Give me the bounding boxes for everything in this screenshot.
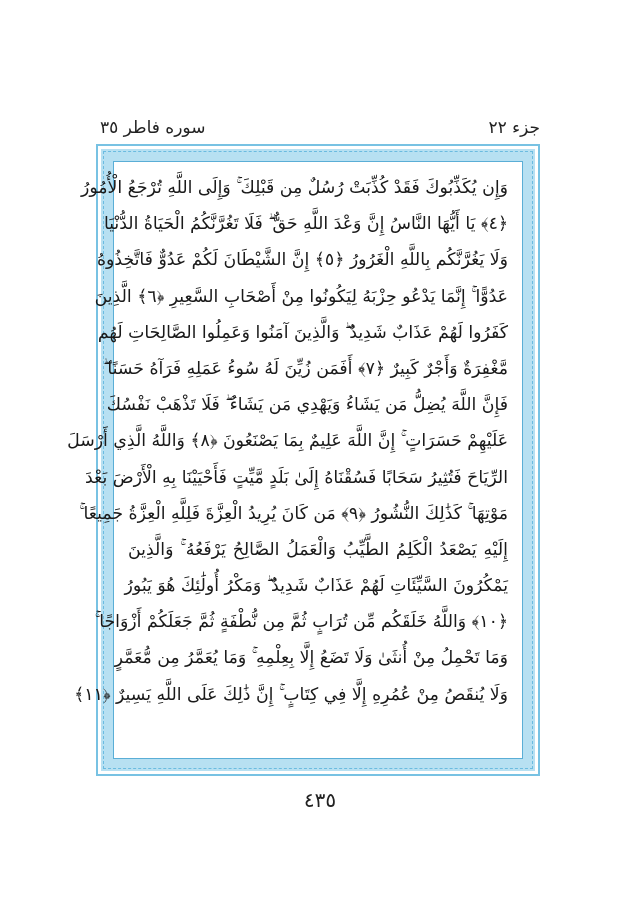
- verse-line: وَلَا يَغُرَّنَّكُم بِاللَّهِ الْغَرُورُ ﴿٥﴾ إِنَّ الشَّيْطَانَ لَكُمْ عَدُوٌّ فَاتَّخِذُوهُ: [96, 250, 508, 271]
- verse-line: الرِّيَاحَ فَتُثِيرُ سَحَابًا فَسُقْنَاهُ إِلَىٰ بَلَدٍ مَّيِّتٍ فَأَحْيَيْنَا بِهِ الْأَرْضَ بَعْدَ: [85, 467, 508, 488]
- quran-text-block: [67, 170, 508, 752]
- juz-label: جزء ٢٢: [488, 118, 540, 138]
- surah-label: سوره فاطر ٣٥: [100, 118, 206, 138]
- verse-line: وَإِن يُكَذِّبُوكَ فَقَدْ كُذِّبَتْ رُسُلٌ مِن قَبْلِكَ ۚ وَإِلَى اللَّهِ تُرْجَعُ الْأُمُورُ: [80, 178, 508, 198]
- page-frame: [67, 144, 540, 776]
- page-header: [100, 118, 540, 144]
- verse-line: فَإِنَّ اللَّهَ يُضِلُّ مَن يَشَاءُ وَيَهْدِي مَن يَشَاءُ ۖ فَلَا تَذْهَبْ نَفْسُكَ: [106, 395, 508, 416]
- verse-line: كَفَرُوا لَهُمْ عَذَابٌ شَدِيدٌ ۖ وَالَّذِينَ آمَنُوا وَعَمِلُوا الصَّالِحَاتِ لَهُم: [97, 322, 508, 343]
- verse-line: مَوْتِهَا ۚ كَذَٰلِكَ النُّشُورُ ﴿٩﴾ مَن كَانَ يُرِيدُ الْعِزَّةَ فَلِلَّهِ الْعِزَّةُ جَمِيعًا ۚ: [79, 503, 508, 524]
- verse-line: عَدُوًّا ۚ إِنَّمَا يَدْعُو حِزْبَهُ لِيَكُونُوا مِنْ أَصْحَابِ السَّعِيرِ ﴿٦﴾ الَّذِينَ: [94, 286, 508, 307]
- page-number: ٤٣٥: [303, 788, 337, 812]
- verse-line: وَمَا تَحْمِلُ مِنْ أُنثَىٰ وَلَا تَضَعُ إِلَّا بِعِلْمِهِ ۚ وَمَا يُعَمَّرُ مِن مُّعَمَّرٍ: [114, 648, 508, 669]
- verse-line: وَلَا يُنقَصُ مِنْ عُمُرِهِ إِلَّا فِي كِتَابٍ ۚ إِنَّ ذَٰلِكَ عَلَى اللَّهِ يَسِيرٌ ﴿١١﴾: [74, 684, 508, 705]
- verse-line: مَّغْفِرَةٌ وَأَجْرٌ كَبِيرٌ ﴿٧﴾ أَفَمَن زُيِّنَ لَهُ سُوءُ عَمَلِهِ فَرَآهُ حَسَنًا ۖ: [103, 358, 508, 379]
- verse-line: ﴿١٠﴾ وَاللَّهُ خَلَقَكُم مِّن تُرَابٍ ثُمَّ مِن نُّطْفَةٍ ثُمَّ جَعَلَكُمْ أَزْوَاجًا ۚ: [94, 612, 508, 633]
- verse-line: عَلَيْهِمْ حَسَرَاتٍ ۚ إِنَّ اللَّهَ عَلِيمٌ بِمَا يَصْنَعُونَ ﴿٨﴾ وَاللَّهُ الَّذِي أَرْسَلَ: [67, 431, 508, 452]
- verse-line: ﴿٤﴾ يَا أَيُّهَا النَّاسُ إِنَّ وَعْدَ اللَّهِ حَقٌّ ۖ فَلَا تَغُرَّنَّكُمُ الْحَيَاةُ الدُّنْيَا: [103, 214, 508, 235]
- verse-line: إِلَيْهِ يَصْعَدُ الْكَلِمُ الطَّيِّبُ وَالْعَمَلُ الصَّالِحُ يَرْفَعُهُ ۚ وَالَّذِينَ: [128, 539, 508, 560]
- verse-line: يَمْكُرُونَ السَّيِّئَاتِ لَهُمْ عَذَابٌ شَدِيدٌ ۖ وَمَكْرُ أُولَٰئِكَ هُوَ يَبُورُ: [124, 576, 508, 597]
